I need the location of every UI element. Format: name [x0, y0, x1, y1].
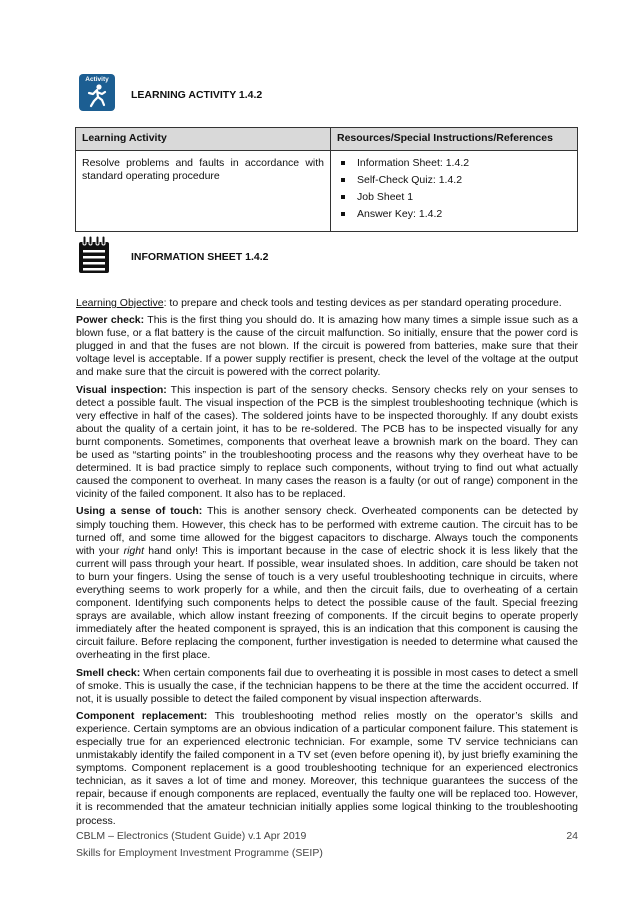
- header-resources: Resources/Special Instructions/References: [331, 128, 578, 151]
- footer-document-title: CBLM – Electronics (Student Guide) v.1 Apr 2019: [76, 830, 307, 842]
- learning-activity-title: LEARNING ACTIVITY 1.4.2: [131, 89, 263, 101]
- power-check-label: Power check:: [76, 314, 145, 327]
- task-cell: Resolve problems and faults in accordance with standard operating procedure: [76, 151, 331, 232]
- resource-item: Answer Key: 1.4.2: [337, 208, 571, 221]
- visual-inspection-text: This inspection is part of the sensory checks. Sensory checks rely on your senses to detect a possible fault. The visual inspection of the PCB is the simplest troubleshooting technique (which is very effective in half of the cases). The soldered joints have to be inspected thoroughly. If any doubt exists about the quality of a certain joint, it has to be re-soldered. The PCB has to be inspected visually for any burnt components. Sometimes, components that overheat leave a brownish mark on the board. They can be used as “starting points” in the troubleshooting process and the reasons why they overheat have to be determined. It is bad practice simply to replace such components, without trying to find out what actually caused the component to overheat. In many cases the reason is a faulty (or out of range) component in the vicinity of the failed component. It also has to be replaced.: [76, 383, 578, 501]
- visual-inspection-label: Visual inspection:: [76, 383, 167, 396]
- header-learning-activity: Learning Activity: [76, 128, 331, 151]
- sense-of-touch-label: Using a sense of touch:: [76, 505, 203, 518]
- page-number: 24: [566, 830, 578, 842]
- smell-check-text: When certain components fail due to overheating it is possible in most cases to detect a smell of smoke. This is usually the case, if the technician happens to be there at the time the accident occurred. If not, it is usually possible to detect the failed component by visual inspection afterwards.: [76, 666, 579, 705]
- smell-check-paragraph: [76, 667, 578, 706]
- table-header-row: [76, 128, 578, 151]
- sense-of-touch-paragraph: [76, 505, 578, 662]
- component-replacement-label: Component replacement:: [76, 709, 208, 722]
- running-person-icon: [87, 84, 107, 108]
- information-sheet-content: [76, 297, 578, 832]
- activity-badge-label: Activity: [85, 76, 109, 83]
- component-replacement-paragraph: [76, 710, 578, 828]
- sense-of-touch-italic: right: [123, 544, 145, 557]
- resource-item: Information Sheet: 1.4.2: [337, 157, 571, 170]
- footer-programme: Skills for Employment Investment Programme (SEIP): [76, 847, 323, 859]
- learning-objective-paragraph: [76, 297, 578, 310]
- activity-table: [75, 127, 578, 232]
- activity-badge: [79, 74, 115, 111]
- resource-list: [337, 157, 571, 221]
- smell-check-label: Smell check:: [76, 666, 141, 679]
- component-replacement-text: This troubleshooting method relies mostly on the operator’s skills and experience. Certain symptoms are an obvious indication of a particular component failure. This statement is especially true for an experienced electronic technician. For example, some TV service technicians can unmistakably identify the failed component in a TV set (even before opening it), by just briefly examining the symptoms. Component replacement is a good troubleshooting technique for an experienced electronics technician, as it saves a lot of time and money. Moreover, this technique guarantees the success of the repair, because if enough components are replaced, eventually the faulty one will be replaced too. However, it is recommended that the amateur technician initially applies some logical thinking to the troubleshooting process.: [76, 709, 578, 827]
- sense-of-touch-text-1: This is another sensory check. Overheated components can be detected by simply touching them. However, this check has to be performed with extreme caution. The circuit has to be turned off, and some time allowed for the biggest capacitors to discharge. Always touch the components with your: [76, 505, 579, 557]
- resource-item: Self-Check Quiz: 1.4.2: [337, 174, 571, 187]
- objective-text: : to prepare and check tools and testing devices as per standard operating procedure.: [163, 297, 562, 309]
- visual-inspection-paragraph: [76, 384, 578, 502]
- power-check-text: This is the first thing you should do. It is amazing how many times a simple issue such as a blown fuse, or a flat battery is the cause of the circuit malfunction. So initially, ensure that the power cord is plugged in and that the fuses are not blown. If the circuit is powered from batteries, make sure that their voltage level is acceptable. If a power supply rectifier is present, check the level of the voltage at the output and make sure that the circuit is powered with the correct polarity.: [76, 314, 579, 379]
- sense-of-touch-text-2: hand only! This is important because in the case of electric shock it is less likely that the current will pass through your heart. If possible, wear insulated shoes. In addition, care should be taken not to burn your fingers. Using the sense of touch is a very useful troubleshooting technique in circuits, where everything seems to work properly for a while, and then the circuit fails, due to overheating of a certain component. Identifying such components helps to detect the possible cause of the fault. Special freezing sprays are available, which allow instant freezing of components. If the circuit begins to operate properly immediately after the heated component is sprayed, this is an indication that this component is causing the circuit failure. Before replacing the component, further investigation is needed to determine what caused the overheating in the first place.: [76, 544, 578, 662]
- notepad-icon: [78, 236, 110, 274]
- resources-cell: [331, 151, 578, 232]
- resource-item: Job Sheet 1: [337, 191, 571, 204]
- power-check-paragraph: [76, 314, 578, 379]
- information-sheet-title: INFORMATION SHEET 1.4.2: [131, 251, 269, 263]
- table-row: [76, 151, 578, 232]
- objective-label: Learning Objective: [76, 297, 164, 309]
